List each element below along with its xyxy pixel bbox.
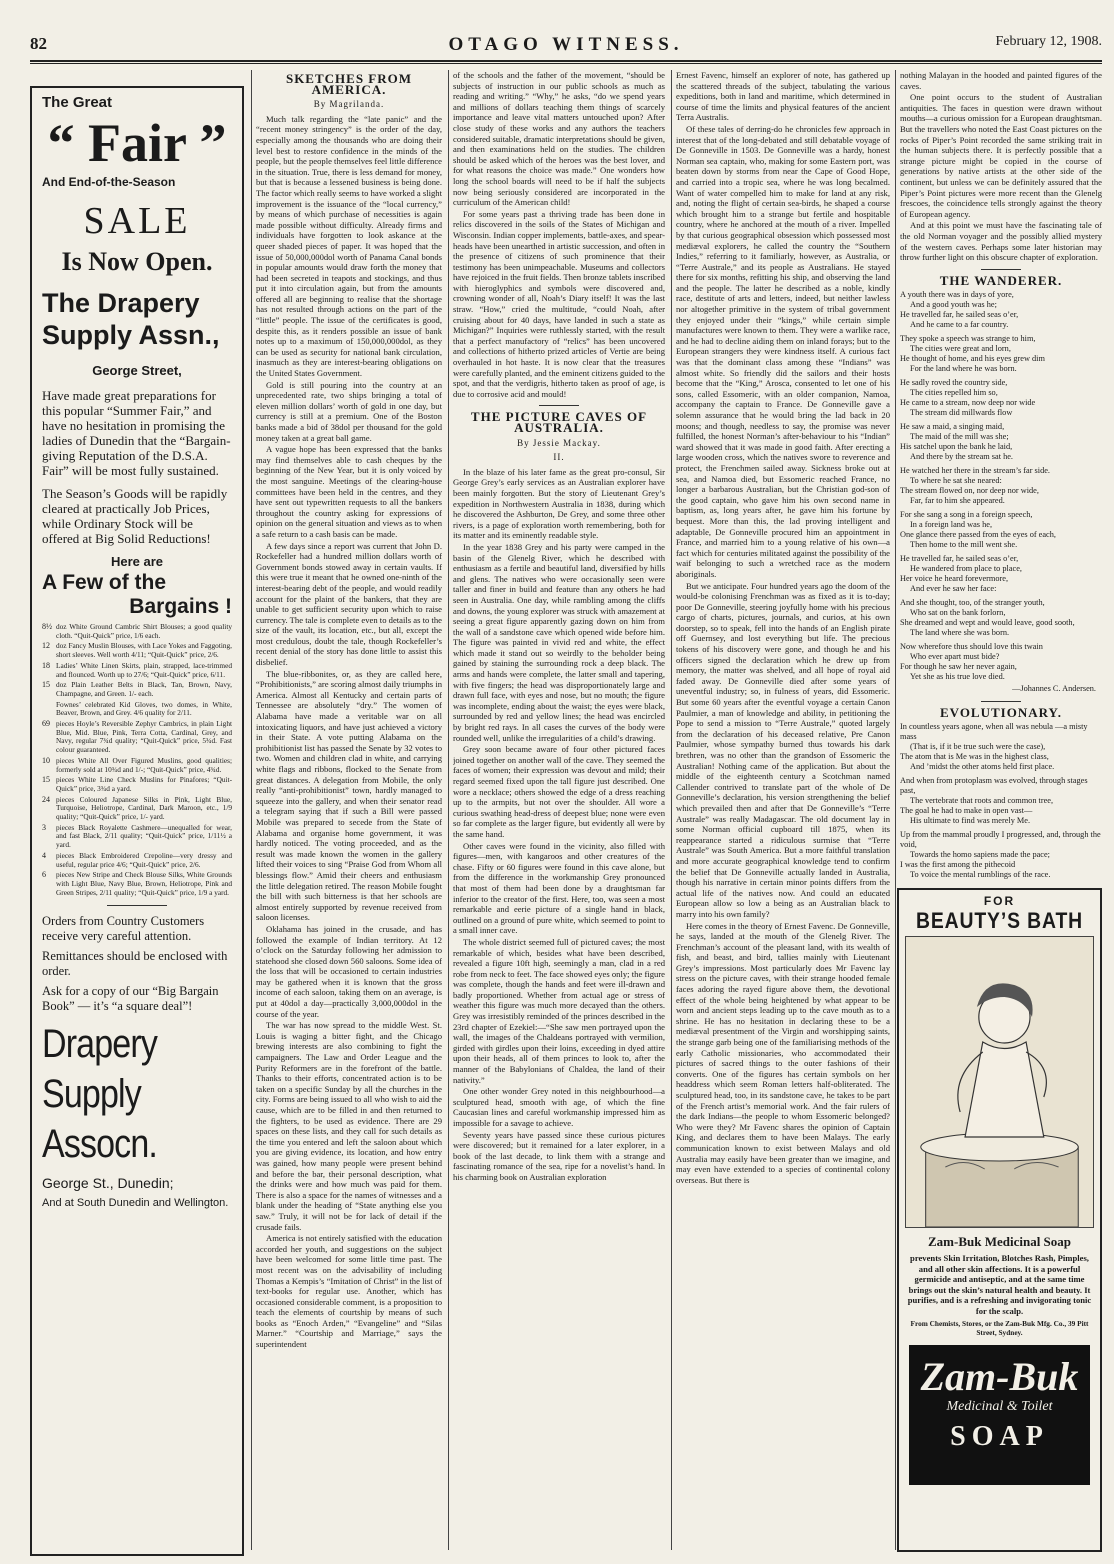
ad-bargain-list	[42, 623, 232, 897]
ad-season-text: The Season’s Goods will be rapidly cleared at practically Job Prices, while Ordinary Stock will be offered at Big Solid Reductions!	[42, 486, 228, 546]
poem-line: One glance there passed from the eyes of each,	[900, 530, 1056, 540]
poem-line: Who ever apart must bide?	[910, 652, 1000, 662]
article-title: SKETCHES FROM AMERICA.	[285, 71, 413, 97]
ad-bargains: Bargains !	[129, 595, 232, 618]
ad-company-name: The Drapery Supply Assn.,	[42, 288, 220, 350]
column-rule	[671, 70, 672, 1550]
poem-line: And a good youth was he;	[910, 300, 997, 310]
poems-column	[900, 70, 1102, 882]
article-paragraph: In the year 1838 Grey and his party were camped in the basin of the Glenelg River, which he described with enthusiasm as a fertile and beautiful land, diversified by hills and glens. The natives who were occasionally seen were taller and finer in build and feature than any others he had seen in Australia. One day, while rambling among the cliffs and downs, the young explorer was struck with amazement at seeing a great figure apparently gazing down on him from the wall of a sandstone cave which opened wide before him. The figure was painted in vivid red and white, the effect which made it stand out so weirdly to the beholder being gained by staining the surrounding rock a deep black. The arms and hands were complete, the latter small and tapering, with five fingers; the head was disproportionately large and drawn full face, with eyes and nose, but no mouth; the figure was incomplete, ending about the waist; the eyes were black, surrounded by red and yellow lines; the head was encircled by bright red rays. In all cases the curves of the body were rounded well, unlike the irregularities of a child’s drawing.	[453, 541, 665, 743]
ad-now-open: Is Now Open.	[61, 247, 213, 276]
article-divider	[539, 405, 579, 406]
ad-street: George Street,	[92, 363, 182, 378]
poem-line: In countless years agone, when all was nebula —a misty mass	[900, 722, 1088, 742]
zam-supplier: From Chemists, Stores, or the Zam-Buk Mfg. Co., 39 Pitt Street, Sydney.	[910, 1319, 1089, 1337]
ad-orders-text: Orders from Country Customers receive very careful attention.	[42, 914, 205, 943]
article-paragraph: The whole district seemed full of pictured caves; the most remarkable of which, besides what have been described, revealed a figure 10ft high, seemingly a man, clad in a red robe from neck to feet. The face showed eyes only; the figure was complete, though the hands and feet were ill-drawn and badly proportioned. Whether from actual age or stress of weather this figure was much more decayed than the others. Grey was irresistibly reminded of the princes described in the 23rd chapter of Ezekiel:—“She saw men portrayed upon the wall, the images of the Chaldeans portrayed with vermilion, girded with girdles upon their loins, exceeding in dyed attire upon their heads, all of them princes to look to, after the manner of the Babylonians of Chaldea, the land of their nativity.”	[453, 936, 665, 1085]
zam-description: prevents Skin Irritation, Blotches Rash, Pimples, and all other skin affections. It is a powerful germicide and antiseptic, and at the same time brings out the skin’s natural health and beauty. It purifies, and is a refreshing and invigorating tonic for the scalp.	[907, 1253, 1092, 1316]
poem-line: They spoke a speech was strange to him,	[900, 334, 1036, 344]
bathing-woman-illustration	[905, 936, 1094, 1228]
poem-title: THE WANDERER.	[939, 272, 1063, 288]
poem-line: Her voice he heard forevermore,	[900, 574, 1009, 584]
article-divider	[981, 269, 1021, 270]
poem-title: EVOLUTIONARY.	[940, 704, 1062, 720]
article-byline: By Jessie Mackay.	[517, 437, 601, 448]
picture-caves-continued	[676, 70, 890, 1550]
article-paragraph: Other caves were found in the vicinity, also filled with figures—men, with kangaroos and other creatures of the chase. Fifty or 60 figures were found in this cave alone, but from the difference in the workmanship Grey pronounced that most of them had been done by a draughtsman far inferior to the creator of the first. Here, too, was seen a most remarkable and eerie picture of a single hand in black, outlined on a ground of pure white, which seemed to point to a small inner cave.	[453, 840, 665, 936]
zam-brand: Zam-Buk Medicinal Soap	[927, 1234, 1072, 1249]
poem-line: The atom that is Me was in the highest class,	[900, 752, 1049, 762]
ad-address: George St., Dunedin;	[42, 1175, 174, 1192]
article-paragraph: A few days since a report was current that John D. Rockefeller had a hundred million dollars worth of Government bonds stowed away in certain vaults. If this were true it meant that he owned one-ninth of the interest-bearing debt of the people, and would readily account for the plaint of the bankers, that they are unable to get sufficient security upon which to raise currency. The tale is complete even to details as to the size of the vault, its location, etc., but all, except the most credulous, doubt the tale, though Rockefeller’s recent denial of the story has done little to assist this disbelief.	[256, 540, 442, 668]
ad-branches: And at South Dunedin and Wellington.	[42, 1197, 229, 1210]
ad-few-of-the: A Few of the	[42, 571, 167, 594]
poem-line: He wandered from place to place,	[910, 564, 1022, 574]
ad-divider	[107, 905, 167, 906]
sketches-from-america-article	[256, 70, 442, 1550]
list-item: 8½ doz White Ground Cambric Shirt Blouses; a good quality cloth. “Quit-Quick” price, 1/6 each.	[42, 622, 232, 640]
poem-line: For the land where he was born.	[910, 364, 1017, 374]
poem-line: And she thought, too, of the stranger youth,	[900, 598, 1045, 608]
illustration-drawing	[906, 937, 1093, 1227]
newspaper-title: OTAGO WITNESS.	[448, 34, 684, 55]
poem-line: To voice the mental rumblings of the race.	[910, 870, 1051, 880]
column-rule	[251, 70, 252, 1550]
list-item: 18 Ladies’ White Linen Skirts, plain, strapped, lace-trimmed and flounced. Worth up to 27/6; “Quit-Quick” price, 6/11.	[42, 660, 232, 679]
poem-line: The maid of the mill was she;	[910, 432, 1009, 442]
ad-fair: “ Fair ”	[47, 113, 227, 173]
article-paragraph: In the blaze of his later fame as the great pro-consul, Sir George Grey’s early services as an Australian explorer have been mainly forgotten. But the story of Lieutenant Grey’s expedition in Northwestern Australia in 1838, during which he discovered the Ashburton, De Grey, and some three other rivers, is a page of exploration worth remembering, both for its matter and its eminently readable style.	[453, 466, 665, 541]
poem-line: Now wherefore thus should love this twain	[900, 642, 1043, 652]
poem-line: Up from the mammal proudly I progressed, and, through the void,	[900, 830, 1101, 850]
poem-line: His satchel upon the bank he laid,	[900, 442, 1013, 452]
poem-line: A youth there was in days of yore,	[900, 290, 1014, 300]
zam-headline: BEAUTY’S BATH	[915, 908, 1084, 933]
poem-line: Far, far to him she appeared.	[910, 496, 1005, 506]
article-paragraph: Ernest Favenc, himself an explorer of note, has gathered up the scattered threads of the subject, tabulating the various expeditions, both in land and maritime, which determined in course of time the limits and physical features of the ancient Terra Australis.	[676, 70, 890, 123]
poem-line: And when from protoplasm was evolved, through stages past,	[900, 776, 1088, 796]
article-paragraph: The blue-ribbonites, or, as they are called here, “Prohibitionists,” are scoring almost daily triumphs in America. Almost all Kentucky and certain parts of Tennessee are absolutely “dry.” The women of Alabama have made a veritable war on all intoxicating liquors, and have just achieved a victory in their State. A vote putting Alabama on the prohibitionist list has passed the Senate by 32 votes to two. Women and children clad in white, and carrying white flags and ribbons, flocked to the Senate from great distances. A delegation from Mobile, the only really “anti-prohibitionist” town, hardly managed to squeeze into the gallery, and when their senator read a telegram saying that if such a Bill were passed Mobile was prepared to secede from the State of Alabama and organise home government, it was hardly noticed. The voting proceeded, and as the result was made known the women in the gallery lifted their voices to sing “Praise God from Whom all blessings flow.” Amid their cheers and enthusiasm the little delegation retired. The reason Mobile fought the bill with such bitterness is that her schools are almost entirely supported by revenue received from saloon licenses.	[256, 668, 442, 923]
page-number: 82	[30, 34, 47, 53]
article-paragraph: One point occurs to the student of Australian antiquities. The faces in question were drawn without mouths—a curious omission for a European draughtsman. But the travellers who noted the East Coast pictures on the rocks of Piper’s Point recorded the same striking trait in the human subjects there. It is perfectly possible that a strange picture might be copied in the course of generations by native artists at the other side of the continent, but unless we can be definitely assured that the Piper’s Point pictures were more recent than the Glenelg frescoes, the coincidence tells strongly against the theory of European agency.	[900, 92, 1102, 219]
poem-line: The stream did millwards flow	[910, 408, 1013, 418]
drapery-advertisement	[30, 86, 244, 1556]
poem-line: (That is, if it be true such were the case),	[910, 742, 1046, 752]
masthead	[30, 34, 1102, 56]
poem-line: For though he saw her never again,	[900, 662, 1017, 672]
poem-line: He watched her there in the stream’s far side.	[900, 466, 1050, 476]
poem-line: And ever he saw her face:	[910, 584, 997, 594]
list-item: 69 pieces Hoyle’s Reversible Zephyr Cambrics, in plain Light Blue, Mid. Blue, Pink, Terra Cotta, Cardinal, Grey, and Navy, regular 7¾d quality; “Quit-Quick” price, 5¾d. Fast colour guaranteed.	[42, 719, 232, 755]
article-paragraph: Of these tales of derring-do he chronicles few approach in interest that of the long-debated and still debatable voyage of De Gonneville in 1503. De Gonneville was a hardy, honest Norman sea captain, who, making for some Eastern port, was beaten down by storms from near the Cape of Good Hope, and carried into a tropic sea, where he was long becalmed. Want of water compelled him to make for land at any risk, and, noting the flight of certain sea-birds, he shaped a course which brought him to a strange but fertile and hospitable country, where he anchored at the mouth of a river. Impelled by that curious geographical obsession which possessed most mediæval explorers, he called the country the “Southern Indies,” referring to it familiarly, however, as Australia, or “Terre Australe,” and its people as Australians. He stayed there for six months, refitting his ship, and observing the land and the people. The latter he described as a noble, kindly race, destitute of arts and letters, indeed, but neither lawless nor altogether primitive in the system of tribal government they enjoyed under their “kings,” while certain simple manufactures were known to them. They were a warlike race, and he had to decline aiding them on inland forays; but to the European strangers they were kindness itself. A curious fact was that the dominant class among these “Indians” was almost white. So friendly did the sailors and their hosts become that the “King,” Arosca, consented to let one of his sons, called Essomeric, with an older companion, Namoa, accompany the captain to France. De Gonneville gave a solemn assurance that he would bring the lad back in 20 moons; and though, needless to say, the promise was never fulfilled, the honest Norman’s after-behaviour to his “Indian” ward showed that it was made in good faith. After erecting a large wooden cross, which the natives swore to reverence and protect, the Frenchmen sailed away. Sickness broke out at sea, and Namoa died, but Essomeric reached France, no longer a barbarous Australian, but the Christian god-son of the good captain, who gave him his own second name in baptism, as, long years after, he gave him his fortune by bequest. More than this, the lad proving intelligent and adaptable, De Gonneville procured him an appointment in France, and married him to a young relative of his own—a fact which for centuries militated against the possibility of the waif belonging to such a wretched race as the modern aboriginals.	[676, 123, 890, 579]
poem-line: He saw a maid, a singing maid,	[900, 422, 1005, 432]
poem-line: The cities repelled him so,	[910, 388, 998, 398]
ad-end-of-season: And End-of-the-Season	[42, 175, 176, 189]
poem-line: Then home to the mill went she.	[910, 540, 1018, 550]
poem-line: For she sang a song in a foreign speech,	[900, 510, 1033, 520]
list-item: 12 doz Fancy Muslin Blouses, with Lace Yokes and Faggoting, short sleeves. Well worth 4/11; “Quit-Quick” price, 2/6.	[42, 641, 232, 660]
article-part: II.	[553, 452, 565, 463]
article-paragraph: And at this point we must have the fascinating tale of the old Norman voyager and the possibly allied mystery of the western caves. Perhaps some later historian may throw further light on this obscure chapter of exploration.	[900, 220, 1102, 263]
article-paragraph: of the schools and the father of the movement, “should be subjects of instruction in our public schools as much as reading and writing.” “Why,” he asks, “do we spend years and millions of dollars teaching them things of scarcely importance and leave vital matters untouched upon? After close study of these works and any authors the teachers considered suitable, dramatic interpretations should be given, and then examinations held on the studies. The children should be asked which of the heroes was the best lover, and for what reasons the choice was made.” One wonders how long the school boards will need to be if half the subjects now being seriously considered are incorporated in the curriculum of the American child!	[453, 70, 665, 208]
poem-line: Who sat on the bank forlorn,	[910, 608, 1006, 618]
ad-bargain-book-text: Ask for a copy of our “Big Bargain Book” — it’s “a square deal”!	[42, 984, 219, 1013]
poem-line: She dreamed and wept and would leave, good sooth,	[900, 618, 1075, 628]
article-paragraph: Oklahama has joined in the crusade, and has followed the example of Indian territory. At 12 o’clock on the Saturday following her admission to statehood she closed down 560 saloons. Some idea of the loss that will be occasioned to certain industries may be gathered when it is known that the gross income of each saloon, taking them on an average, is put at 40dol a day—practically 3,000,000dol in the course of the year.	[256, 923, 442, 1019]
zam-logo-box	[909, 1345, 1090, 1485]
zam-for: FOR	[983, 894, 1016, 908]
ad-intro-text: Have made great preparations for this popular “Summer Fair,” and have no hesitation in promising the ladies of Dunedin that the “Bargain-giving Reputation of the D.S.A. Fair” will be most fully sustained.	[42, 388, 231, 478]
zam-logo-sub: Medicinal & Toilet	[946, 1399, 1053, 1414]
poem-line: The goal he had to make in open vast—	[900, 806, 1033, 816]
poem-line: He sadly roved the country side,	[900, 378, 1008, 388]
issue-date: February 12, 1908.	[995, 34, 1102, 49]
article-paragraph: But we anticipate. Four hundred years ago the doom of the would-be colonising Frenchman was as fixed as it is to-day; poor De Gonneville, steering joyfully home with his precious cargo of charts, pictures, journals, and curios, at his own doorstep, so to speak, fell into the hands of an English pirate off Guernsey, and lost everything but life. The precious tokens of his discovery were gone, and though he and his officers signed the declaration which he drew up from memory, the matter was shelved, and all hope of royal aid faded away. De Gonneville died after some years of uneventful industry; so, in fulness of years, did Essomeric. But some 60 years after the eventful voyage a certain Canon Paulmier, a man of knowledge and ability, in petitioning the Pope to send a mission to “Terre Australe,” quoted largely from the declaration of his deceased relative, Pre Canon Paulmier, whose sympathy burned thus towards his dark brethren, was no other than the grandson of Essomeric the Australian! Nothing came of the application. But about the middle of the eighteenth century a Scotchman named Callender contrived to translate part of the whole of De Gonneville’s declaration, his version strengthening the belief which prevailed then and after that De Gonneville’s “Terre Australe” was really Madagascar. The old document lay in some Norman official cupboard till 1875, when its reappearance started a ridiculous surmise that “Terre Australe” was South America. But a more faithful translation and more accurate geographical knowledge tend to confirm the belief that De Gonneville actually landed in Australia, though his narrative in certain minor points differs from the actual life of the natives now. And could an educated European allow so low a being as an Australian black to marry into his own family?	[676, 580, 890, 919]
poem-line: I was the first among the pithecoid	[900, 860, 1016, 870]
list-item: 15 doz Plain Leather Belts in Black, Tan, Brown, Navy, Champagne, and Green. 1/- each.	[42, 680, 232, 698]
masthead-rule-thin	[30, 63, 1102, 64]
poem-line: To where he sat she neared:	[910, 476, 1002, 486]
poem-line: Yet she as his true love died.	[910, 672, 1005, 682]
poem-line: He travelled far, he sailed seas o’er,	[900, 554, 1019, 564]
ad-sale: SALE	[83, 200, 191, 242]
poem-line: The land where she was born.	[910, 628, 1010, 638]
list-item: 4 pieces Black Embroidered Crepoline—very dressy and useful, regular price 4/6; “Quit-Quick” price, 2/6.	[42, 850, 232, 869]
zam-buk-advertisement	[897, 888, 1102, 1552]
column-rule	[448, 70, 449, 1550]
article-byline: By Magrilanda.	[313, 99, 385, 110]
wanderer-poem	[900, 290, 1102, 682]
article-paragraph: The war has now spread to the middle West. St. Louis is waging a bitter fight, and the Chicago brewing interests are also combining to fight the campaigners. The Law and Order League and the Purity Reformers are in the forefront of the battle. Thanks to their efforts, concentrated action is to be taken on a specific Sunday by all the churches in the city. Forms are being issued to all who wish to aid the cause, which are to be filled in and then returned to the fighters, to be used as evidence. There are 29 spaces on these lists, and they call for such details as the time you entered and left the saloon about which you are giving evidence, its location, and how entry was gained, how many people were present behind and before the bar, their personal description, what the drinks were and how much was paid for them. There is also a space for the names of witnesses and a blank under the heading of “State anything else you saw.” Truly, it will not be for lack of detail if the crusade fails.	[256, 1020, 442, 1232]
poem-line: And he came to a far country.	[910, 320, 1009, 330]
article-paragraph: One other wonder Grey noted in this neighbourhood—a sculptured head, smooth with age, of which the fine Caucasian lines and careful workmanship impressed him as impossible for a savage to achieve.	[453, 1086, 665, 1128]
masthead-rule	[30, 60, 1102, 62]
poem-line: The stream flowed on, nor deep nor wide,	[900, 486, 1039, 496]
ad-great: The Great	[42, 94, 113, 111]
poem-line: He thought of home, and his eyes grew dim	[900, 354, 1045, 364]
poem-line: His ultimate to find was merely Me.	[910, 816, 1031, 826]
article-paragraph: nothing Malayan in the hooded and painted figures of the caves.	[900, 70, 1102, 91]
list-item: 3 pieces Black Royalette Cashmere—unequalled for wear, and fast Black, 2/11 quality; “Quit-Quick” price, 1/11½ a yard.	[42, 822, 232, 850]
poem-line: And ’midst the other atoms held first place.	[910, 762, 1055, 772]
article-paragraph: Here comes in the theory of Ernest Favenc. De Gonneville, he says, landed at the mouth of the Glenelg River. The Frenchman’s account of the pleasant land, with its wealth of fish, and beast, and bird, tallies mainly with Lieutenant Grey’s impressions. Most particularly does Mr Favenc lay stress on the picture caves, with their strange hooded female faces adoring the rayed figure above them, the devotional effect of the whole being heightened by what appear to be worn and ancient steps leading up to the cave mouth as to a shrine. He has no hesitation in declaring these to be a mediæval presentment of the Virgin and worshipping saints, the strange garb being one of the familiarising methods of the early Catholic missionaries, who accommodated their pictures of sacred things to the outer fashions of their converts. One of the figures has certain symbols on her headdress which seem Roman letters half-obliterated. The sculptured head, too, in its sandstone cave, he takes to be part of the French artist’s memorial work. And the fair rulers of the dark Indians—the people to whom Essomeric belonged? Who were they? Mr Favenc shares the opinion of Captain King, and declares them to have been Malays. The early communication known to exist between Malays and old Australia may easily have been greater than we imagine, and may even have extended to a species of continental colony overseas. But there is	[676, 920, 890, 1185]
poem-line: In a foreign land was he,	[910, 520, 993, 530]
article-paragraph: Seventy years have passed since these curious pictures were discovered; but it remained for a later explorer, in a book of the last decade, to link them with a strange and fascinating romance of the sea, ripe for a novelist’s hand. In his charming book on Australian exploration	[453, 1129, 665, 1182]
poem-line: And there by the stream sat he.	[910, 452, 1013, 462]
column-rule	[895, 70, 896, 1550]
article-paragraph: Gold is still pouring into the country at an unprecedented rate, two ships bringing a total of eleven million dollars’ worth of gold in one day, but currency is still at a premium. One of the Boston banks made a bid of 38dol per thousand for the gold money taken at a great ball game.	[256, 379, 442, 443]
evolutionary-poem	[900, 722, 1102, 882]
article-paragraph: For some years past a thriving trade has been done in relics discovered in the soils of the States of Michigan and Wisconsin. Indian copper implements, battle-axes, and spear-heads have been unearthed in artistic succession, and often in the presence of citizens of such prominence that their testimony has been unimpeachable. Museums and collectors have rejoiced in the fruit fields. Then bronze tablets inscribed with hieroglyphics and symbols were discovered and, crowning wonder of all, Noah’s Diary itself! It was the last straw. “How,” cried the multitude, “could Noah, after cruising about for 40 days, have landed in such a state as Michigan?” Inquiries were ruthlessly started, with the result that a perfect manufactory of “relics” has been uncovered and collections of hitherto prized articles of Vertie are being overhauled in hot haste. It is now clear that the treasures were carefully planted, and the eminent citizens guided to the spot, and that the verdigris, hitherto taken as proof of age, is due to corrosive acid and mould!	[453, 208, 665, 399]
poem-line: He travelled far, he sailed seas o’er,	[900, 310, 1019, 320]
list-item: 10 pieces White All Over Figured Muslins, good qualities; formerly sold at 10¾d and 1/-; “Quit-Quick” price, 4¾d.	[42, 755, 232, 774]
list-item: 24 pieces Coloured Japanese Silks in Pink, Light Blue, Turquoise, Heliotrope, Cardinal, Dark Maroon, etc., 1/9 quality; “Quit-Quick” price, 1/- yard.	[42, 794, 232, 822]
ad-remittances-text: Remittances should be enclosed with order.	[42, 949, 228, 978]
poem-line: He came to a stream, now deep nor wide	[900, 398, 1036, 408]
list-item: 6 pieces New Stripe and Check Blouse Silks, White Grounds with Light Blue, Navy Blue, Brown, Heliotrope, Pink and Green Stripes, 2/11 quality; “Quit-Quick” price, 1/9 a yard.	[42, 870, 232, 897]
article-title: THE PICTURE CAVES OF AUSTRALIA.	[470, 409, 648, 435]
zam-logo-soap: SOAP	[950, 1421, 1049, 1452]
zam-logo: Zam-Buk	[920, 1354, 1079, 1399]
list-item: 15 pieces White Line Check Muslins for Pinafores; “Quit-Quick” price, 3¾d a yard.	[42, 775, 232, 793]
article-paragraph: Grey soon became aware of four other pictured faces joined together on another wall of the cave. They seemed the faces of women; their expression was devout and mild; their regard seemed fixed upon the tall figure just described. One wore a necklace; others showed the edge of a dress reaching up to the armpits, but not over the shoulder. All wore a curious swathing head-dress of deepest blue; none were even so far complete as the larger figure, but evidently all were by the same hand.	[453, 744, 665, 839]
ad-logo: Drapery Supply Assocn.	[42, 1022, 158, 1167]
picture-caves-article	[453, 70, 665, 1550]
poem-line: The vertebrate that roots and common tree,	[910, 796, 1054, 806]
ad-here-are: Here are	[110, 554, 164, 569]
poem-attribution: —Johannes C. Andersen.	[1012, 684, 1096, 694]
article-paragraph: Much talk regarding the “late panic” and the “recent money stringency” is the order of the day, especially among the thousands who are doing their level best to restore confidence in the minds of the people, but the people themselves feel little difference in the situation. True, there is less demand for money, but that is because a lessened business is being done. The factor which really seems to have worked a slight improvement is the issuance of the “local currency,” by means of which purchase of necessities is again made possible without difficulty. Already firms and individuals have forgotten to look askance at the queer shaded pieces of paper. It was hoped that the issue of 50,000,000dol worth of Panama Canal bonds in popular amounts would draw forth the money that had been secreted in teapots and stockings, and thus put it into circulation again, but from the amounts offered all are beginning to realise that the shortage has not resulted through actions on the part of the “little” people. The issue of the certificates is good, despite this, as it renders possible an issue of bank notes up to a maximum of 150,000,000dol, as they can be used as security for national bank circulation, inasmuch as they are interest-bearing obligations on the United States Government.	[256, 113, 442, 379]
article-paragraph: A vague hope has been expressed that the banks may find themselves able to cash cheques by the beginning of the New Year, but it is only voiced by the most sanguine. Meetings of the clearing-house committees have been held in the centres, and they have sent out typewritten requests to all the bankers throughout the country asking for expressions of opinion on the general situation and views as to when a safe return to a cash basis can be made.	[256, 444, 442, 539]
ad-fownes-gloves: Fownes’ celebrated Kid Gloves, two domes, in White, Beaver, Brown, and Grey. 4/6 quality for 2/11.	[56, 699, 232, 718]
article-paragraph: America is not entirely satisfied with the education accorded her youth, and suggestions on the subject have been welcomed for some little time past. The most recent was on the advisability of including Thomas a Kempis’s “Imitation of Christ” in the list of text-books for regular use. Another, which has occasioned considerable comment, is a proposition to teach the elements of courtship by means of such books as “Enoch Arden,” “Evangeline” and “Silas Marner.” “Courtship and Marriage,” says the superintendent	[256, 1233, 442, 1350]
article-divider	[981, 701, 1021, 702]
poem-line: The cities were great and lorn,	[910, 344, 1011, 354]
poem-line: Towards the homo sapiens made the pace;	[910, 850, 1050, 860]
